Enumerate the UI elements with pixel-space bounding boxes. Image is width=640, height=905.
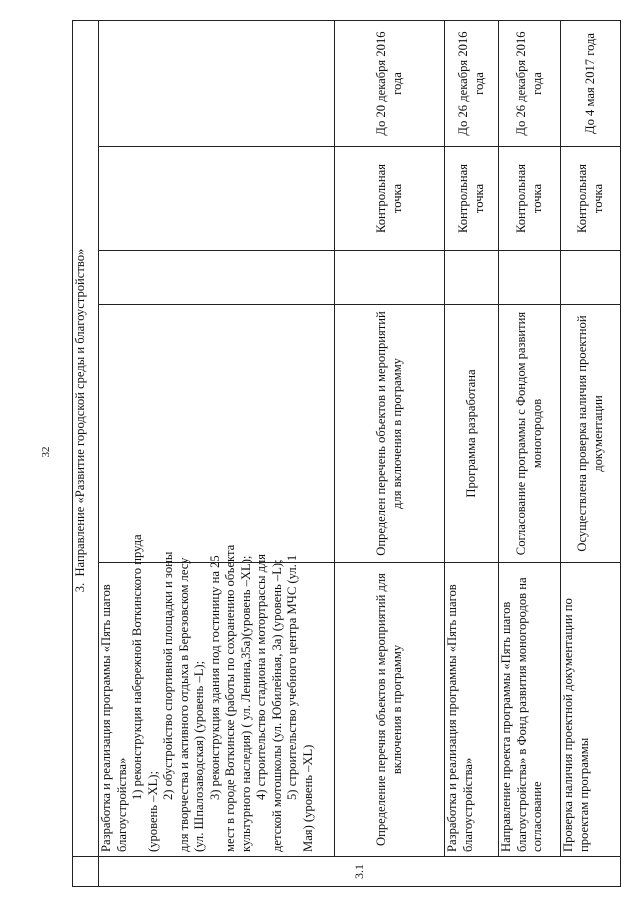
row-3-1-extra-cell xyxy=(99,251,335,305)
date-cell: До 26 декабря 2016 года xyxy=(499,20,561,146)
row-3-1-line: мест в городе Воткинске (работы по сохранению объекта xyxy=(223,544,237,852)
row-3-1-line: (ул. Шпалозаводская) (уровень –L); xyxy=(192,660,206,852)
section-number: 3. xyxy=(73,582,87,593)
row-3-1-line: благоустройства» xyxy=(114,757,129,852)
row-3-1-line: Разработка и реализация программы «Пять шагов xyxy=(99,584,113,852)
row-3-1-task-cell xyxy=(99,534,335,857)
section-header-number-cell xyxy=(73,857,99,887)
table-row xyxy=(445,20,499,886)
extra-cell xyxy=(445,251,499,305)
row-3-1-line: 3) реконструкция здания под гостиницу на 25 xyxy=(207,555,222,800)
task-cell: Разработка и реализация программы «Пять шагов благоустройства» xyxy=(445,563,499,857)
type-cell: Контрольная точка xyxy=(499,147,561,251)
action-plan-table xyxy=(72,20,621,887)
date-cell: До 20 декабря 2016 года xyxy=(335,20,445,146)
result-cell: Осуществлена проверка наличия проектной документации xyxy=(561,305,621,563)
result-cell: Согласование программы с Фондом развития моногородов xyxy=(499,305,561,563)
extra-cell xyxy=(561,251,621,305)
row-3-1-line: 1) реконструкция набережной Воткинского пруда xyxy=(130,534,144,800)
row-3-1-result-cell xyxy=(99,305,335,563)
table-row-3-1 xyxy=(99,20,335,886)
section-header-row xyxy=(73,20,99,886)
row-number-3-1: 3.1 xyxy=(99,857,621,887)
row-3-1-line: для творчества и активного отдыха в Березовском лесу xyxy=(176,557,191,852)
row-3-1-line: 2) обустройство спортивной площадки и зоны xyxy=(161,551,175,800)
table-row xyxy=(335,20,445,886)
row-3-1-line: 5) строительство учебного центра МЧС (ул. 1 xyxy=(285,554,299,800)
type-cell: Контрольная точка xyxy=(335,147,445,251)
row-3-1-line: 4) строительство стадиона и мотортрассы для xyxy=(254,553,268,800)
result-cell: Определен перечень объектов и мероприятий для включения в программу xyxy=(335,305,445,563)
row-3-1-type-cell xyxy=(99,147,335,251)
type-cell: Контрольная точка xyxy=(561,147,621,251)
section-title-cell xyxy=(73,20,99,856)
rotated-table-container xyxy=(72,21,620,887)
task-cell: Определение перечня объектов и мероприятий для включения в программу xyxy=(335,563,445,857)
date-cell: До 4 мая 2017 года xyxy=(561,20,621,146)
extra-cell xyxy=(499,251,561,305)
row-3-1-line: Мая) (уровень –XL) xyxy=(300,744,315,852)
result-cell: Программа разработана xyxy=(445,305,499,563)
table-row xyxy=(561,20,621,886)
page-number: 32 xyxy=(40,446,52,458)
type-cell: Контрольная точка xyxy=(445,147,499,251)
task-cell: Проверка наличия проектной документации по проектам программы xyxy=(561,563,621,857)
row-3-1-line: культурного наследия) ( ул. Ленина,35а)(уровень –XL); xyxy=(238,555,253,852)
row-3-1-line: (уровень –XL); xyxy=(145,771,160,852)
date-cell: До 26 декабря 2016 года xyxy=(445,20,499,146)
extra-cell xyxy=(335,251,445,305)
row-3-1-line: детской мотошколы (ул. Юбилейная, 3а) (уровень –L); xyxy=(269,559,284,852)
task-cell: Направление проекта программы «Пять шагов благоустройства» в Фонд развития моногородов на согласование xyxy=(499,563,561,857)
row-3-1-date-cell xyxy=(99,20,335,146)
table-row xyxy=(499,20,561,886)
section-title: Направление «Развитие городской среды и благоустройство» xyxy=(73,248,87,577)
